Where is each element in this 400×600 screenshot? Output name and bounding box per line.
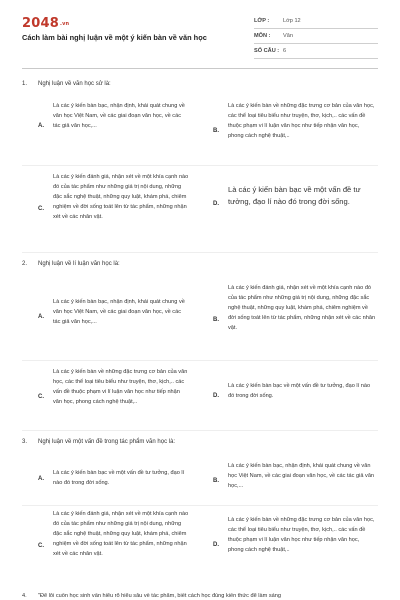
meta-count-label: SỐ CÂU :	[254, 48, 280, 54]
option-letter: D.	[213, 542, 219, 548]
option-letter: B.	[213, 317, 219, 323]
meta-count-row	[254, 44, 378, 59]
q3-option-a[interactable]	[38, 468, 203, 498]
question-separator	[22, 430, 378, 431]
option-letter: C.	[38, 206, 44, 212]
option-letter: B.	[213, 128, 219, 134]
option-separator	[22, 360, 378, 361]
option-text: Là các ý kiến bàn bạc, nhận định, khái quát chung về văn học Việt Nam, về các giai đoạn văn học, về các tác giả văn học,...	[53, 103, 185, 129]
question-text: Nghị luận về một vấn đề trong tác phẩm văn học là:	[38, 439, 176, 445]
option-letter: D.	[213, 201, 219, 207]
q3-option-c[interactable]	[38, 509, 203, 579]
meta-class-label: LỚP :	[254, 18, 270, 24]
meta-class-value: Lớp 12	[283, 18, 301, 24]
q1-option-b[interactable]	[213, 101, 378, 161]
question-text: Nghị luận về văn học sử là:	[38, 81, 111, 87]
option-text: Là các ý kiến bàn bạc, nhận định, khái quát chung về văn học Việt Nam, về các giai đoạn văn học, về các tác giả văn học,...	[53, 299, 185, 325]
question-text: "Để lôi cuốn học sinh vấn hiểu rõ hiểu sâu về tác phẩm, biết cách học đúng kiến thức để làm sáng	[38, 593, 281, 599]
option-text: Là các ý kiến bàn về những đặc trưng cơ bản của văn học, các thể loại tiêu biểu như truyện, thơ, kịch,.. các vấn đề thuộc phạm vi lí luận văn học như tiếp nhận văn học, phong cách nghệ thuật,..	[228, 103, 375, 139]
q1-option-a[interactable]	[38, 101, 203, 151]
option-text: Là các ý kiến bàn bạc, nhận định, khái quát chung về văn học Việt Nam, về các giai đoạn văn học, về các tác giả văn học,...	[228, 463, 375, 489]
option-letter: A.	[38, 123, 44, 129]
q2-option-b[interactable]	[213, 283, 378, 353]
option-text: Là các ý kiến bàn về những đặc trưng cơ bản của văn học, các thể loại tiêu biểu như truyện, thơ, kịch,.. các vấn đề thuộc phạm vi lí luận văn học như tiếp nhận văn học, phong cách nghệ thuật,..	[228, 517, 375, 553]
q3-option-d[interactable]	[213, 515, 378, 575]
site-logo[interactable]	[22, 16, 69, 31]
meta-count-value: 6	[283, 48, 287, 54]
logo-suffix: .vn	[59, 20, 70, 27]
question-3-title	[22, 439, 175, 445]
q1-option-c[interactable]	[38, 172, 203, 242]
q1-option-d[interactable]	[213, 184, 378, 224]
question-number: 2.	[22, 261, 28, 267]
option-letter: C.	[38, 543, 44, 549]
option-text: Là các ý kiến bàn bạc về một vấn đề tư tưởng, đạo lí nào đó trong đời sống.	[228, 383, 371, 399]
question-number: 1.	[22, 81, 28, 87]
meta-class-row	[254, 14, 378, 29]
option-letter: B.	[213, 478, 219, 484]
question-number: 3.	[22, 439, 28, 445]
question-number: 4.	[22, 593, 27, 599]
option-separator	[22, 505, 378, 506]
option-text: Là các ý kiến đánh giá, nhận xét về một khía cạnh nào đó của tác phẩm như những giá trị nội dung, những đặc sắc nghệ thuật, những quy luật, khám phá, chiêm nghiệm về đời sống toát lên từ tác phẩm, những nhận xét về các nhân vật.	[53, 511, 189, 557]
document-title: Cách làm bài nghị luận về một ý kiến bàn về văn học	[22, 33, 207, 42]
question-4-title	[22, 593, 378, 599]
option-letter: A.	[38, 314, 44, 320]
question-separator	[22, 252, 378, 253]
logo-text: 2048	[22, 16, 59, 31]
meta-subject-row	[254, 29, 378, 44]
meta-subject-value: Văn	[283, 33, 293, 39]
q2-option-a[interactable]	[38, 297, 203, 337]
option-text: Là các ý kiến bàn bạc về một vấn đề tư tưởng, đạo lí nào đó trong đời sống.	[53, 470, 185, 486]
question-2-title	[22, 261, 120, 267]
q2-option-c[interactable]	[38, 367, 203, 427]
option-separator	[22, 165, 378, 166]
option-text: Là các ý kiến bàn về những đặc trưng cơ bản của văn học, các thể loại tiêu biểu như truyện, thơ, kịch,.. các vấn đề thuộc phạm vi lí luận văn học như tiếp nhận văn học, phong cách nghệ thuật,..	[53, 369, 188, 405]
option-letter: D.	[213, 393, 219, 399]
document-meta	[254, 14, 378, 59]
option-letter: C.	[38, 394, 44, 400]
option-text: Là các ý kiến bàn bạc về một vấn đề tư tưởng, đạo lí nào đó trong đời sống.	[228, 185, 361, 206]
q2-option-d[interactable]	[213, 381, 378, 411]
meta-subject-label: MÔN :	[254, 33, 271, 39]
question-text: Nghị luận về lí luận văn học là:	[38, 261, 120, 267]
option-text: Là các ý kiến đánh giá, nhận xét về một khía cạnh nào đó của tác phẩm như những giá trị nội dung, những đặc sắc nghệ thuật, những quy luật, khám phá, chiêm nghiệm về đời sống toát lên từ tác phẩm, những nhận xét về các nhân vật.	[228, 285, 376, 331]
document-header	[0, 0, 400, 66]
header-divider	[22, 68, 378, 69]
question-1-title	[22, 81, 111, 87]
q3-option-b[interactable]	[213, 461, 378, 501]
option-text: Là các ý kiến đánh giá, nhận xét về một khía cạnh nào đó của tác phẩm như những giá trị nội dung, những đặc sắc nghệ thuật, những quy luật, khám phá, chiêm nghiệm về đời sống toát lên từ tác phẩm, những nhận xét về các nhân vật.	[53, 174, 189, 220]
option-letter: A.	[38, 476, 44, 482]
